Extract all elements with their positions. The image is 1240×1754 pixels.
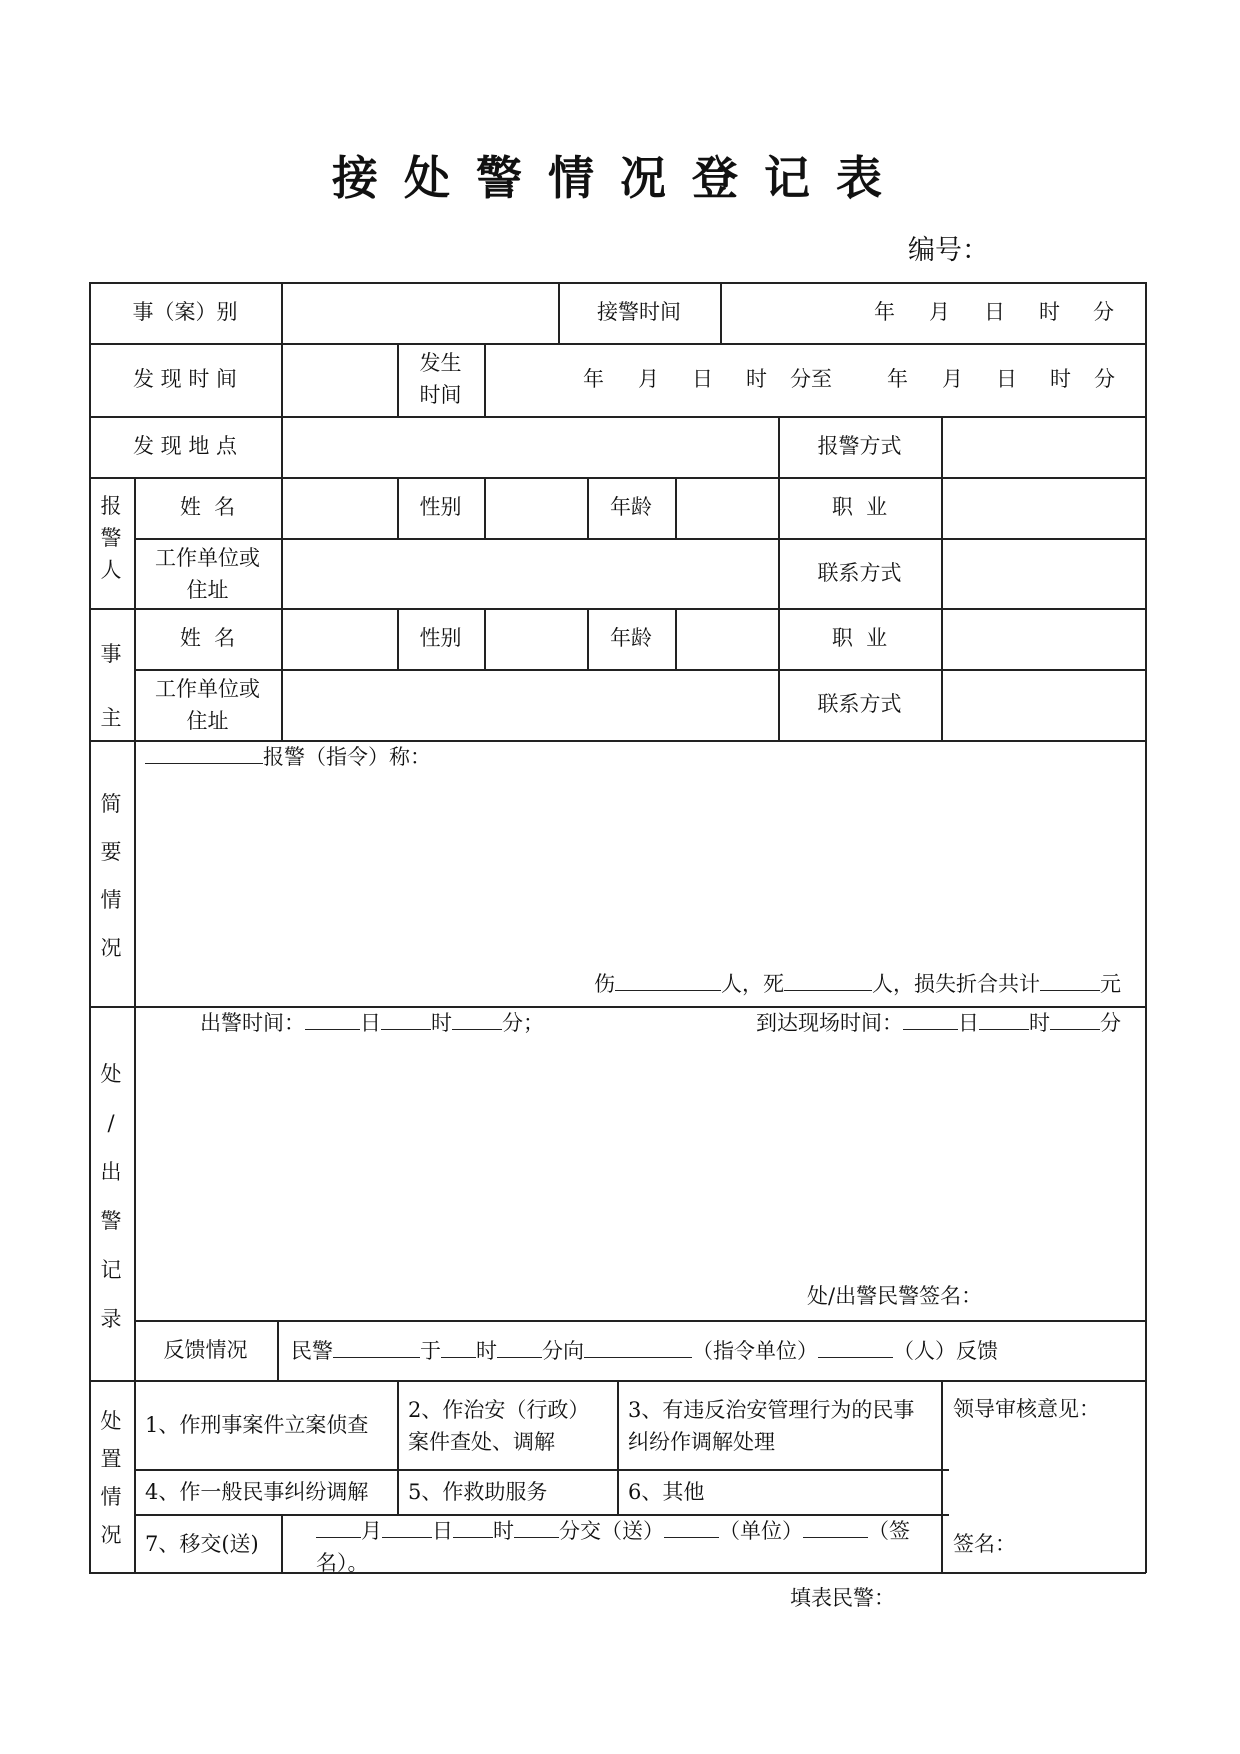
occur-to-month: 月 [942, 367, 963, 391]
party-name-label: 姓 名 [179, 626, 236, 650]
disposal-option-6[interactable]: 6、其他 [628, 1480, 705, 1504]
report-method-label: 报警方式 [817, 434, 902, 458]
occur-to-minute: 分 [1094, 367, 1115, 391]
occur-from-month: 月 [638, 367, 659, 391]
case-type-field[interactable] [282, 290, 558, 336]
disposal-section-label: 处 置 情 况 [100, 1409, 122, 1547]
party-contact-label: 联系方式 [817, 692, 902, 716]
party-work-address-label: 工作单位或 住址 [155, 677, 260, 733]
leader-signature-label: 签名： [953, 1532, 1016, 1556]
reporter-section-label: 报 警 人 [100, 494, 122, 582]
party-gender-label: 性别 [419, 626, 462, 650]
disposal-option-3[interactable]: 3、有违反治安管理行为的民事纠纷作调解处理 [628, 1398, 915, 1454]
receive-hour: 时 [1039, 300, 1060, 324]
occur-to-day: 日 [996, 367, 1017, 391]
occur-to-year: 年 [887, 367, 908, 391]
disposal-option-7[interactable]: 7、移交(送) [145, 1532, 259, 1556]
disposal-option-5[interactable]: 5、作救助服务 [408, 1480, 548, 1504]
page-title: 接处警情况登记表 [332, 151, 908, 205]
party-section-label: 事 主 [100, 642, 122, 730]
summary-casualty-line: 伤 人，死 人，损失折合共计 元 [594, 968, 1121, 999]
occur-from-hour: 时 [746, 367, 767, 391]
occur-from-year: 年 [583, 367, 604, 391]
dispatch-officer-signature-label: 处/出警民警签名： [807, 1284, 983, 1308]
occur-from-day: 日 [692, 367, 713, 391]
receive-year: 年 [874, 300, 895, 324]
discover-place-label: 发 现 地 点 [132, 434, 238, 458]
disposal-option-4[interactable]: 4、作一般民事纠纷调解 [145, 1480, 369, 1504]
party-job-label: 职 业 [831, 626, 888, 650]
reporter-age-label: 年龄 [610, 495, 652, 519]
occur-range-to: 分至 [790, 367, 832, 391]
dispatch-section-label: 处 / 出 警 记 录 [100, 1062, 122, 1331]
receive-minute: 分 [1093, 300, 1114, 324]
arrive-time-line: 到达现场时间： 日 时 分 [756, 1007, 1121, 1038]
reporter-work-address-label: 工作单位或 住址 [155, 546, 260, 602]
dispatch-time-line: 出警时间： 日 时 分； [200, 1007, 544, 1038]
case-type-label: 事（案）别 [132, 300, 238, 324]
feedback-label: 反馈情况 [163, 1338, 248, 1362]
reporter-contact-label: 联系方式 [817, 561, 902, 585]
transfer-detail-line: 月 日 时 分交（送） （单位） （签名）。 [316, 1515, 930, 1579]
doc-number-label: 编号： [908, 235, 989, 266]
reporter-gender-label: 性别 [419, 495, 462, 519]
summary-section-label: 简 要 情 况 [100, 792, 122, 960]
disposal-option-1[interactable]: 1、作刑事案件立案侦查 [145, 1413, 369, 1437]
occur-to-hour: 时 [1050, 367, 1071, 391]
occur-time-label: 发生 时间 [419, 351, 462, 407]
receive-time-label: 接警时间 [597, 300, 681, 324]
feedback-line: 民警 于 时 分向 （指令单位） （人）反馈 [291, 1335, 998, 1366]
leader-opinion-label: 领导审核意见： [953, 1397, 1100, 1421]
receive-month: 月 [929, 300, 950, 324]
summary-report-line: 报警（指令）称： [145, 741, 431, 772]
reporter-name-label: 姓 名 [179, 495, 236, 519]
disposal-option-2[interactable]: 2、作治安（行政）案件查处、调解 [408, 1398, 590, 1454]
receive-day: 日 [984, 300, 1005, 324]
filler-officer-label: 填表民警： [790, 1586, 895, 1610]
party-age-label: 年龄 [610, 626, 652, 650]
reporter-job-label: 职 业 [831, 495, 888, 519]
discover-time-label: 发 现 时 间 [132, 367, 238, 391]
